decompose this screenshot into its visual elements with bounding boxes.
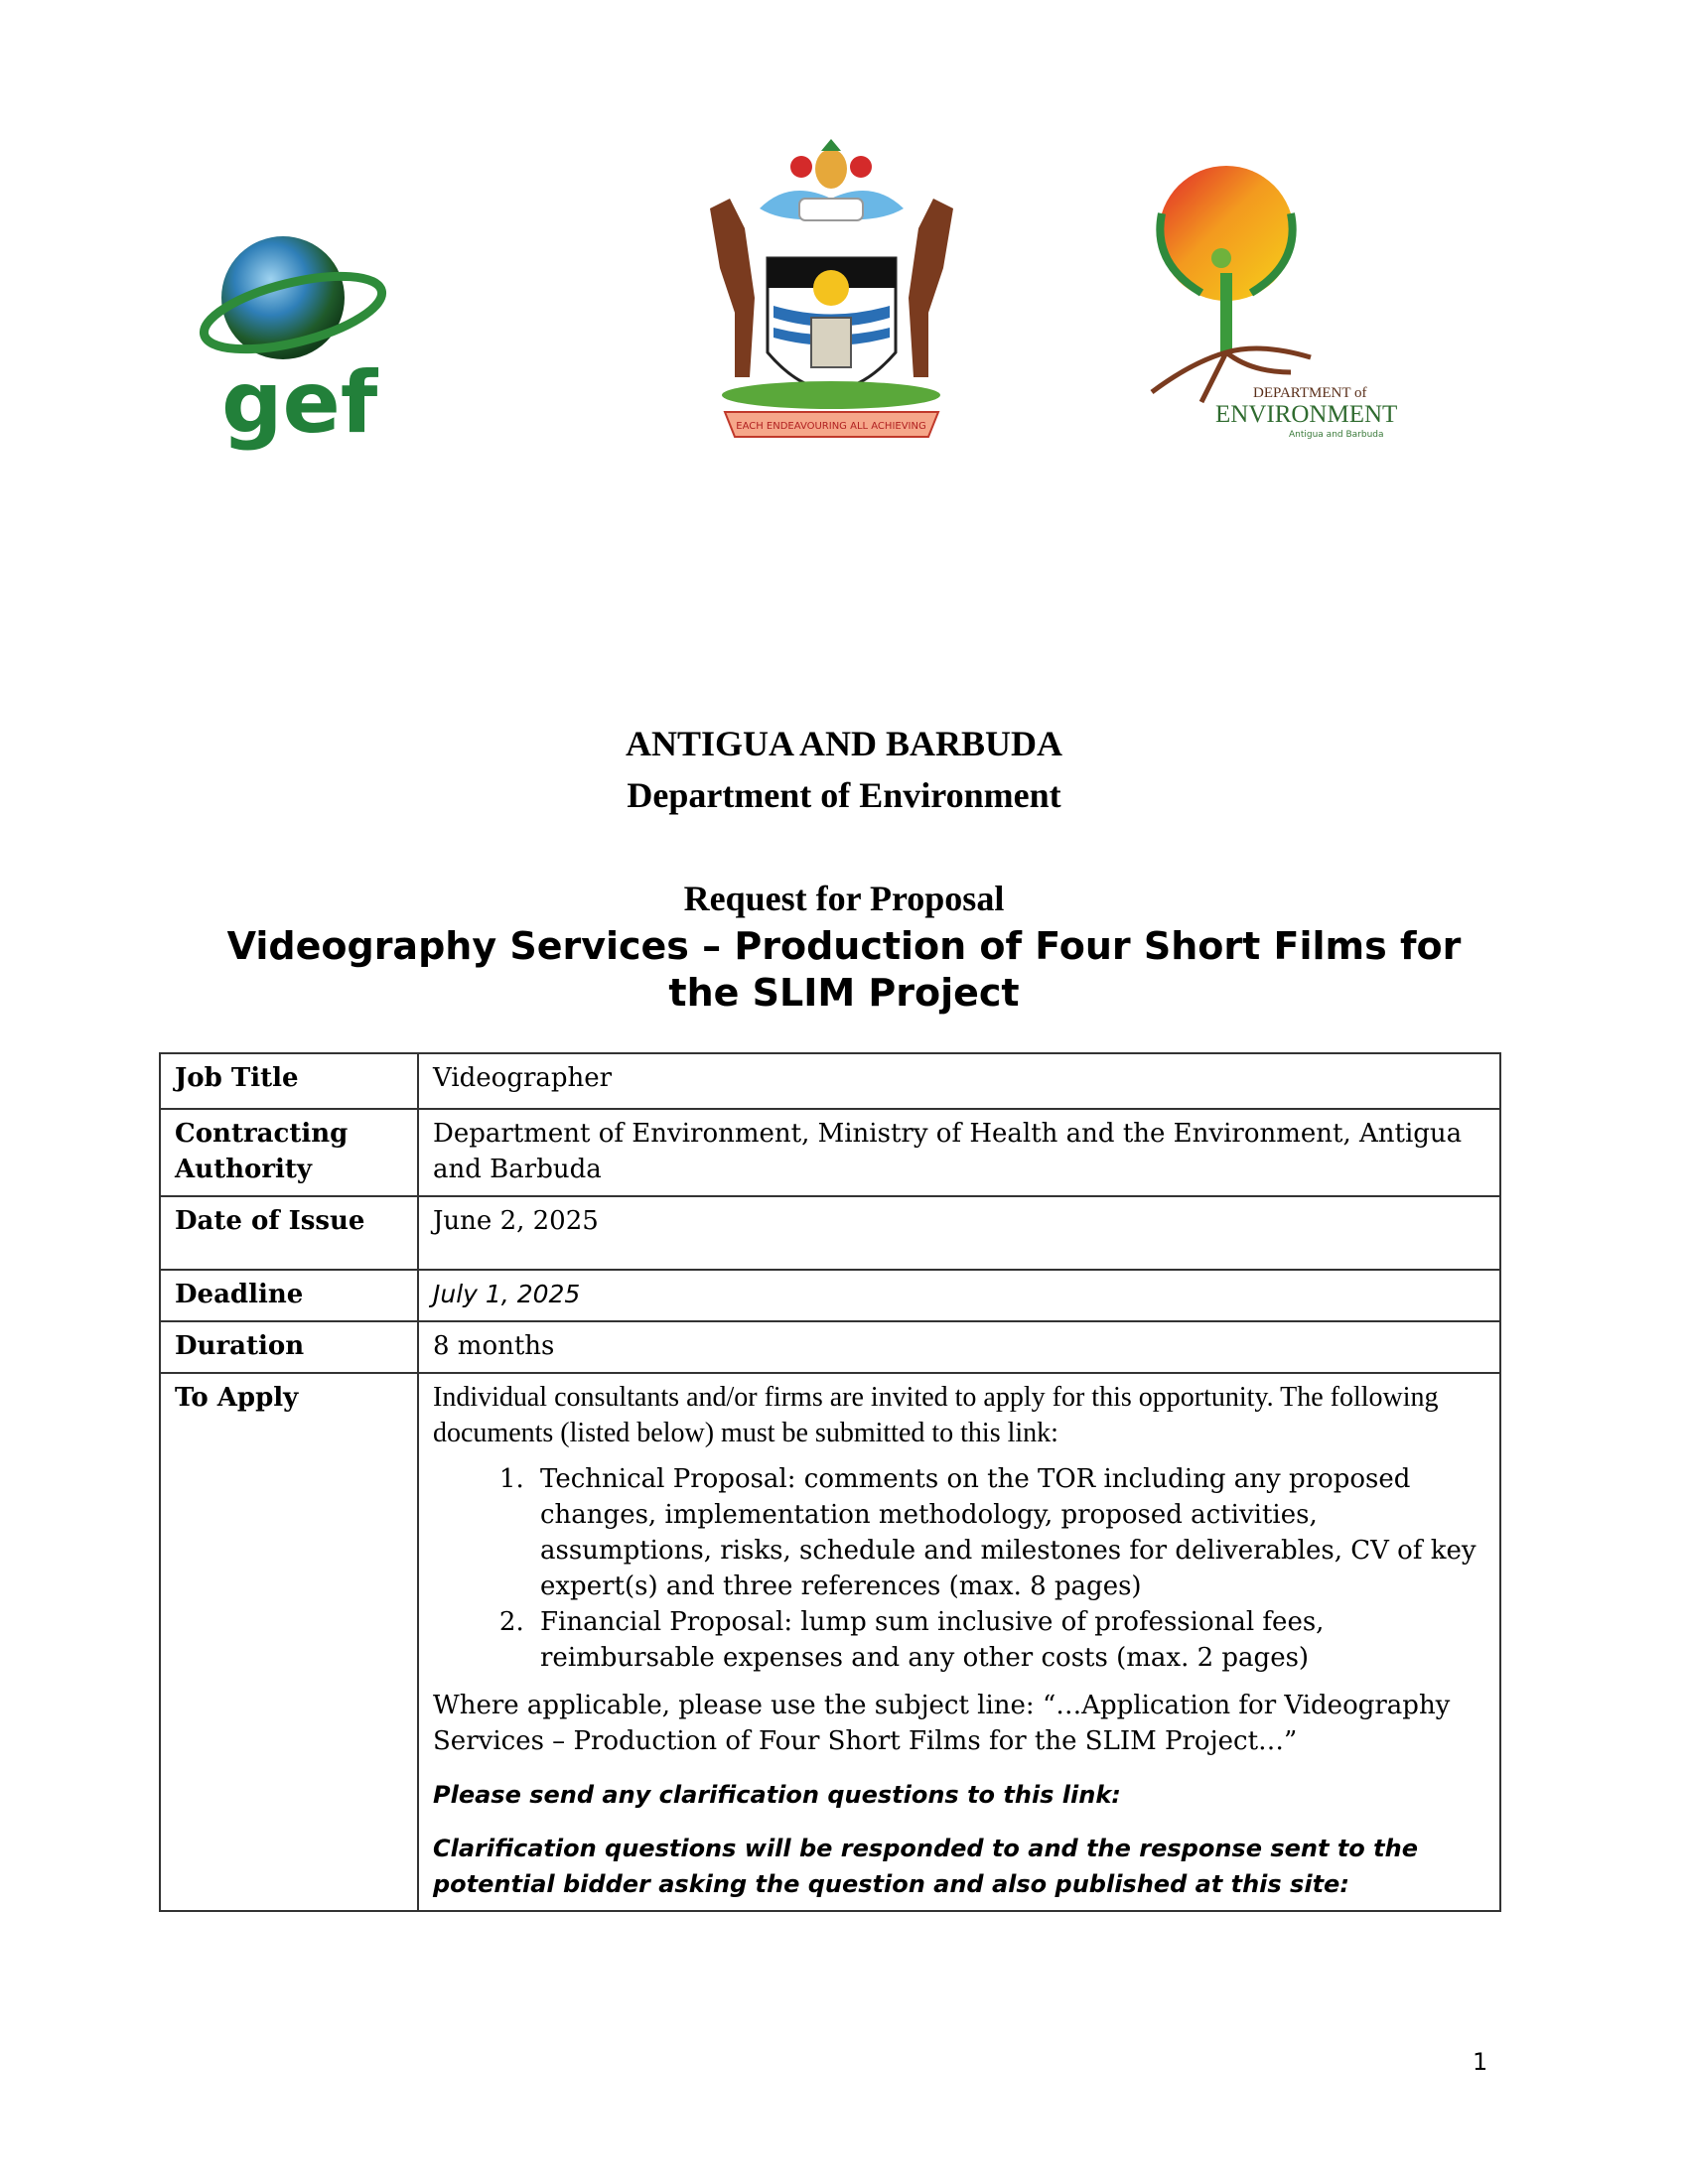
document-type-heading: Request for Proposal: [683, 879, 1005, 918]
country-heading: ANTIGUA AND BARBUDA: [625, 724, 1063, 763]
to-apply-intro: Individual consultants and/or firms are invited to apply for this opportunity. The following documents (listed below) must be submitted to this link:: [433, 1382, 1439, 1448]
department-heading: Department of Environment: [627, 775, 1061, 815]
list-item: 1. Technical Proposal: comments on the TOR including any proposed changes, implementation methodology, proposed activities, assumptions, risks, schedule and milestones for deliverables, CV of key expert(s) and three references (max. 8 pages): [532, 1461, 1485, 1604]
coat-of-arms-logo: [690, 139, 973, 457]
rfp-info-table: [159, 1052, 1501, 1912]
table-row: [160, 1270, 1500, 1321]
deadline-label: Deadline: [160, 1270, 418, 1321]
project-subtitle: Videography Services – Production of Four Short Films for the SLIM Project: [226, 924, 1462, 1015]
subject-line-instruction: Where applicable, please use the subject line: “…Application for Videography Services – Production of Four Short Films for the SLIM Project…”: [433, 1691, 1451, 1756]
clarification-send-note: Please send any clarification questions to this link:: [433, 1781, 1121, 1809]
to-apply-label: To Apply: [160, 1373, 418, 1911]
doe-logo-line2: ENVIRONMENT: [1215, 401, 1398, 428]
duration-label: Duration: [160, 1321, 418, 1373]
deadline-value: July 1, 2025: [418, 1270, 1500, 1321]
contracting-authority-value: Department of Environment, Ministry of Health and the Environment, Antigua and Barbuda: [418, 1109, 1500, 1196]
department-of-environment-logo: [1142, 164, 1410, 442]
gef-wordmark: gef: [221, 353, 378, 453]
clarification-response-note: Clarification questions will be responded to and the response sent to the potential bidder asking the question and also published at this site:: [433, 1835, 1418, 1898]
required-documents-list: [433, 1461, 1485, 1676]
table-row: [160, 1109, 1500, 1196]
doe-logo-line1: DEPARTMENT of: [1253, 385, 1367, 401]
job-title-label: Job Title: [160, 1053, 418, 1109]
contracting-authority-label: Contracting Authority: [160, 1109, 418, 1196]
table-row: [160, 1321, 1500, 1373]
to-apply-content: [418, 1373, 1500, 1911]
table-row: [160, 1053, 1500, 1109]
list-item: 2. Financial Proposal: lump sum inclusive of professional fees, reimbursable expenses and any other costs (max. 2 pages): [532, 1604, 1485, 1676]
date-of-issue-value: June 2, 2025: [418, 1196, 1500, 1270]
coat-motto: EACH ENDEAVOURING ALL ACHIEVING: [736, 421, 926, 432]
date-of-issue-label: Date of Issue: [160, 1196, 418, 1270]
table-row: [160, 1196, 1500, 1270]
duration-value: 8 months: [418, 1321, 1500, 1373]
table-row: [160, 1373, 1500, 1911]
doe-logo-line3: Antigua and Barbuda: [1289, 430, 1384, 440]
gef-logo: [194, 228, 392, 457]
page-number: 1: [1473, 2048, 1488, 2076]
job-title-value: Videographer: [418, 1053, 1500, 1109]
